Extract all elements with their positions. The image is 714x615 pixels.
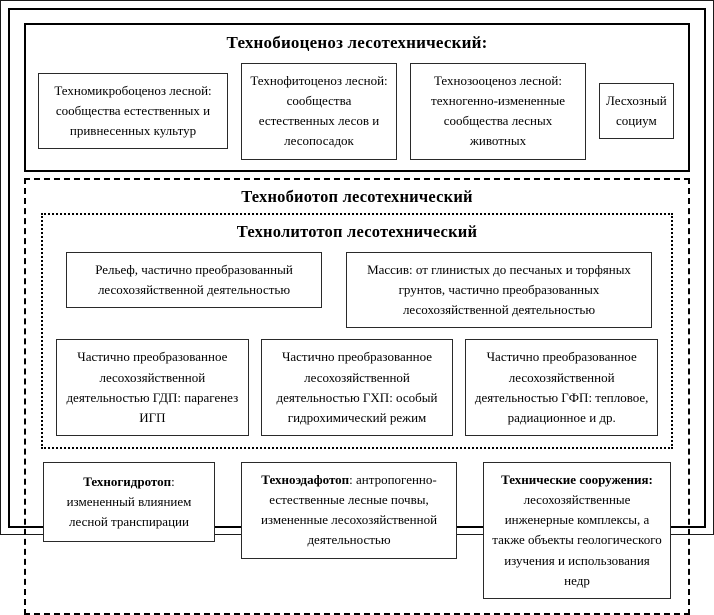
technohydrotope-description: : измененный влиянием лесной транспирации <box>66 473 192 530</box>
technobiocenosis-title: Технобиоценоз лесотехнический: <box>226 33 488 52</box>
technohydrotope-label: Техногидротоп <box>83 473 172 489</box>
ghp-box: Частично преобразованное лесохозяйственной деятельностью ГХП: особый гидрохимический режим <box>261 339 454 436</box>
technoedaphotope-text <box>248 470 450 551</box>
technozoocenosis-box: Технозооценоз лесной: техногенно-измененные сообщества лесных животных <box>410 63 586 160</box>
technohydrotope-text <box>50 472 208 532</box>
technolithotope-title: Технолитотоп лесотехнический <box>236 221 478 241</box>
technoedaphotope-label: Техноэдафотоп <box>261 472 350 488</box>
technical-structures-label: Технические сооружения: <box>501 472 653 488</box>
technomicrobocenosis-box: Техномикробоценоз лесной: сообщества естественных и привнесенных культур <box>38 73 228 149</box>
gfp-box: Частично преобразованное лесохозяйственной деятельностью ГФП: тепловое, радиационное и др. <box>465 339 658 436</box>
technical-structures-text <box>490 470 664 591</box>
technohydrotope-box <box>43 462 215 542</box>
technobiocenosis-row <box>38 63 676 160</box>
technoedaphotope-box <box>241 462 457 559</box>
technical-structures-description: лесохозяйственные инженерные комплексы, а также объекты геологического изучения и использования недр <box>492 492 662 588</box>
technobiotope-title: Технобиотоп лесотехнический <box>241 186 473 206</box>
gdp-box: Частично преобразованное лесохозяйственной деятельностью ГДП: парагенез ИГП <box>56 339 249 436</box>
technolithotope-section <box>41 213 673 449</box>
technical-structures-box <box>483 462 671 599</box>
biotope-bottom-row <box>43 462 671 599</box>
lithotope-row-1 <box>66 252 652 328</box>
technoedaphotope-description: : антропогенно-естественные лесные почвы, измененные лесохозяйственной деятельностью <box>260 472 438 548</box>
relief-box: Рельеф, частично преобразованный лесохозяйственной деятельностью <box>66 252 322 308</box>
technobiotope-section <box>24 178 690 615</box>
technobiocenosis-section <box>24 23 690 172</box>
massif-box: Массив: от глинистых до песчаных и торфяных грунтов, частично преобразованных лесохозяйственной деятельностью <box>346 252 652 328</box>
lithotope-row-2 <box>56 339 658 436</box>
technophytocenosis-box: Технофитоценоз лесной: сообщества естественных лесов и лесопосадок <box>241 63 397 160</box>
leskhoz-socium-box: Лесхозный социум <box>599 83 674 139</box>
outer-frame <box>8 8 706 588</box>
